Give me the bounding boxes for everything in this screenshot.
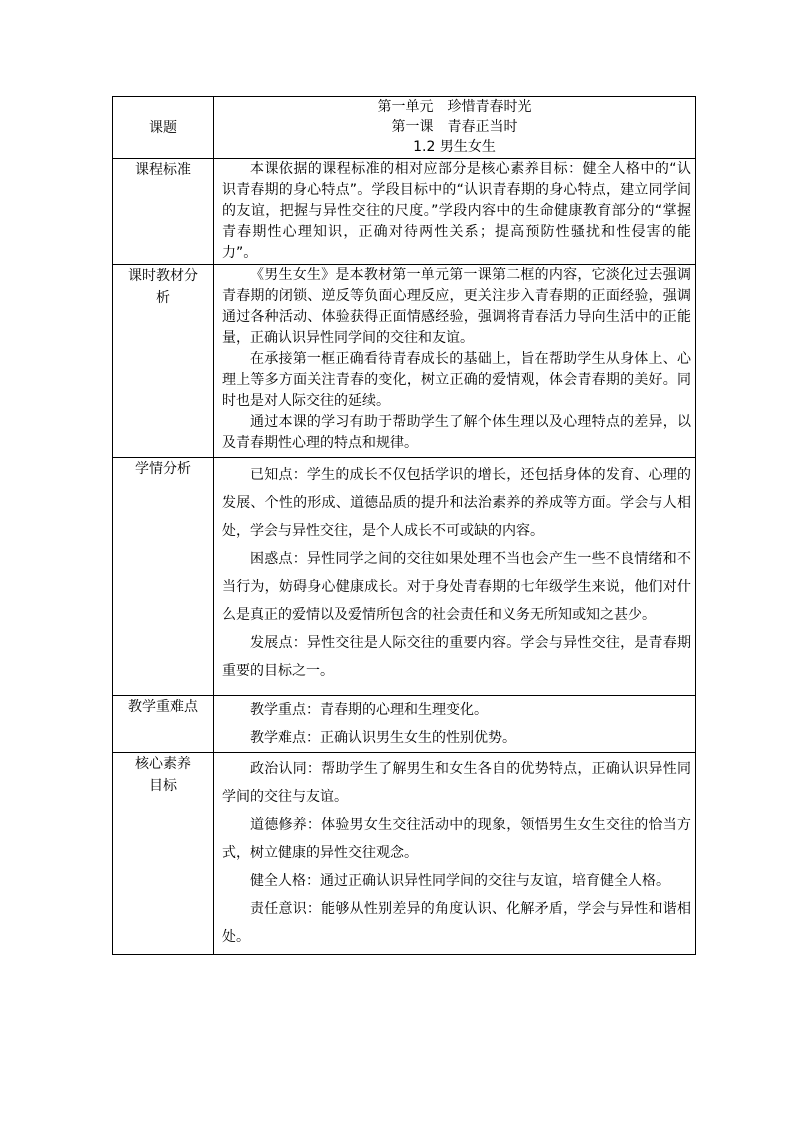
row-core [113, 753, 696, 955]
section-title: 1.2 男生女生 [413, 139, 496, 155]
label-cell [113, 97, 214, 159]
material-paragraph: 《男生女生》是本教材第一单元第一课第二框的内容，它淡化过去强调青春期的闭锁、逆反等负面心理反应，更关注步入青春期的正面经验，强调通过各种活动、体验获得正面情感经验，强调将青春活力导向生活中的正能量，正确认识异性同学间的交往和友谊。 [222, 267, 691, 346]
focus-content [214, 696, 696, 753]
material-paragraph: 在承接第一框正确看待青春成长的基础上，旨在帮助学生从身体上、心理上等多方面关注青春的变化，树立正确的爱情观，体会青春期的美好。同时也是对人际交往的延续。 [222, 351, 691, 409]
lesson-plan-table [112, 96, 696, 955]
lesson-title: 第一课 青春正当时 [391, 119, 518, 135]
row-material [113, 265, 696, 458]
focus-paragraph: 教学重点：青春期的心理和生理变化。 [250, 702, 488, 718]
material-paragraph: 通过本课的学习有助于帮助学生了解个体生理以及心理特点的差异，以及青春期性心理的特点和规律。 [222, 414, 691, 451]
learner-paragraph: 已知点：学生的成长不仅包括学识的增长，还包括身体的发育、心理的发展、个性的形成、道德品质的提升和法治素养的养成等方面。学会与人相处，学会与异性交往，是个人成长不可或缺的内容。 [222, 467, 691, 539]
row-focus [113, 696, 696, 753]
label-title: 课题 [149, 119, 177, 136]
label-cell [113, 696, 214, 753]
label-material-line2: 析 [156, 290, 170, 306]
standard-paragraph: 本课依据的课程标准的相对应部分是核心素养目标：健全人格中的“认识青春期的身心特点”。学段目标中的“认识青春期的身心特点，建立同学间的友谊，把握与异性交往的尺度。”学段内容中的生命健康教育部分的“掌握青春期性心理知识，正确对待两性关系；提高预防性骚扰和性侵害的能力”。 [222, 161, 691, 261]
label-learner: 学情分析 [135, 461, 191, 477]
row-standard [113, 159, 696, 265]
row-learner [113, 458, 696, 696]
row-title [113, 97, 696, 159]
label-core-line2: 目标 [149, 778, 177, 794]
title-cell [214, 97, 696, 159]
label-cell [113, 159, 214, 265]
focus-paragraph: 教学难点：正确认识男生女生的性别优势。 [250, 730, 516, 746]
label-cell [113, 458, 214, 696]
learner-paragraph: 发展点：异性交往是人际交往的重要内容。学会与异性交往，是青春期重要的目标之一。 [222, 635, 691, 679]
label-cell [113, 753, 214, 955]
material-content [214, 265, 696, 458]
core-paragraph: 政治认同：帮助学生了解男生和女生各自的优势特点，正确认识异性同学间的交往与友谊。 [222, 761, 691, 805]
label-material-line1: 课时教材分 [128, 268, 198, 284]
core-paragraph: 责任意识：能够从性别差异的角度认识、化解矛盾，学会与异性和谐相处。 [222, 901, 691, 945]
core-content [214, 753, 696, 955]
unit-title: 第一单元 珍惜青春时光 [377, 99, 532, 115]
learner-content [214, 458, 696, 696]
core-paragraph: 道德修养：体验男女生交往活动中的现象，领悟男生女生交往的恰当方式，树立健康的异性交往观念。 [222, 817, 691, 861]
learner-paragraph: 困惑点：异性同学之间的交往如果处理不当也会产生一些不良情绪和不当行为，妨碍身心健康成长。对于身处青春期的七年级学生来说，他们对什么是真正的爱情以及爱情所包含的社会责任和义务无所知或知之甚少。 [222, 551, 691, 623]
core-paragraph: 健全人格：通过正确认识异性同学间的交往与友谊，培育健全人格。 [250, 873, 670, 889]
label-standard: 课程标准 [135, 162, 191, 178]
label-focus: 教学重难点 [128, 699, 198, 715]
label-cell [113, 265, 214, 458]
standard-content [214, 159, 696, 265]
label-core-line1: 核心素养 [135, 756, 191, 772]
